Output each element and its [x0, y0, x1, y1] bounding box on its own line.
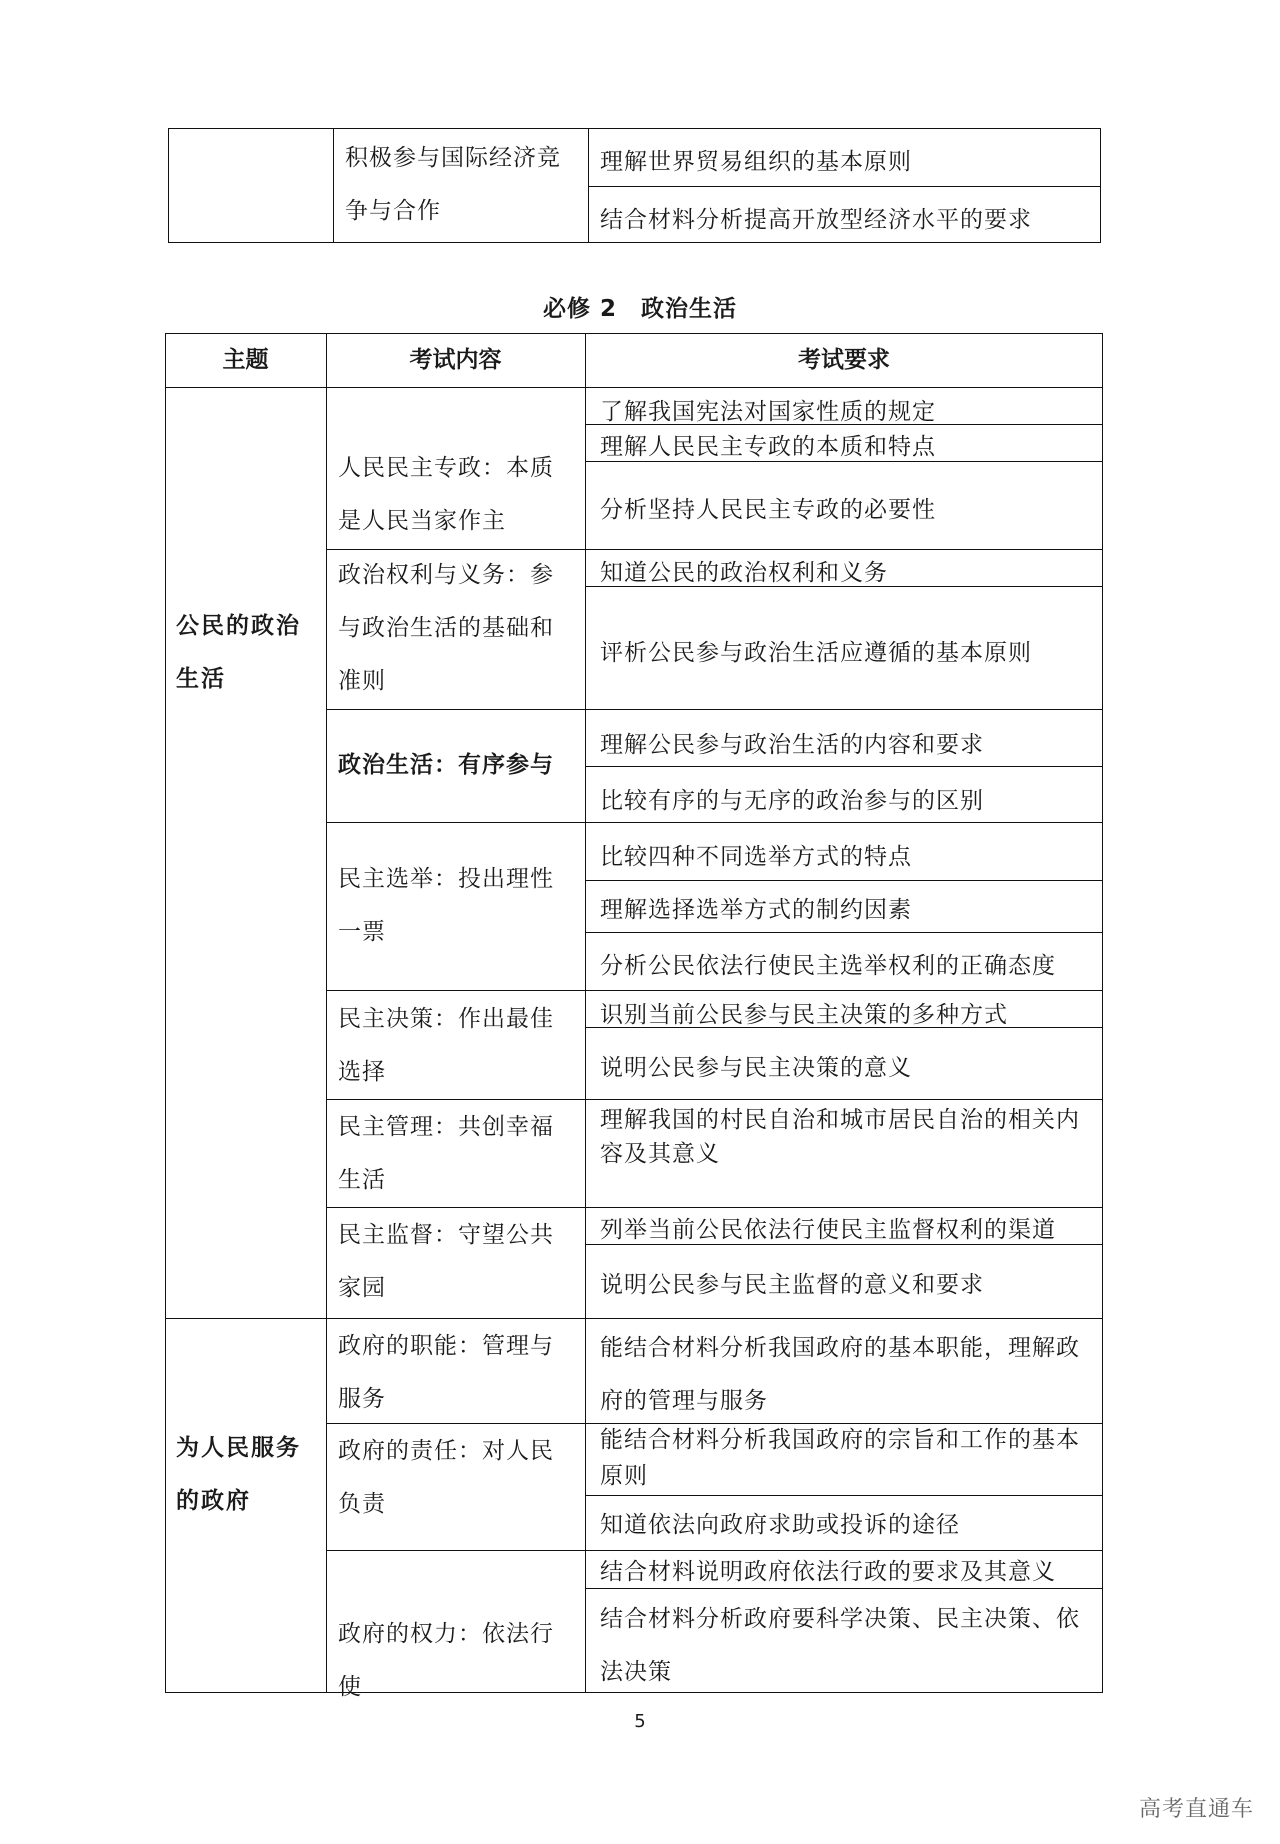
content-divider: [326, 822, 1103, 823]
requirement-cell: 知道公民的政治权利和义务: [600, 560, 888, 586]
requirement-cell: 评析公民参与政治生活应遵循的基本原则: [600, 640, 1032, 666]
content-cell: 政治权利与义务：参与政治生活的基础和准则: [338, 562, 554, 694]
content-cell: 民主选举：投出理性一票: [338, 866, 554, 945]
theme-cell: 公民的政治生活: [176, 613, 301, 692]
requirement-divider: [585, 1244, 1103, 1245]
top-table-requirement: 结合材料分析提高开放型经济水平的要求: [600, 207, 1032, 233]
requirement-cell: 分析坚持人民民主专政的必要性: [600, 497, 936, 523]
header-theme: 主题: [222, 347, 269, 373]
requirement-cell: 理解公民参与政治生活的内容和要求: [600, 732, 984, 758]
requirement-cell: 理解选择选举方式的制约因素: [600, 897, 912, 923]
theme-cell: 为人民服务的政府: [176, 1435, 301, 1514]
page-number: 5: [634, 1711, 646, 1732]
watermark: 高考直通车: [1138, 1797, 1254, 1822]
requirement-divider: [585, 461, 1103, 462]
requirement-divider: [585, 766, 1103, 767]
content-divider: [326, 990, 1103, 991]
requirement-cell: 比较有序的与无序的政治参与的区别: [600, 788, 984, 814]
top-table-requirement: 理解世界贸易组织的基本原则: [600, 149, 912, 175]
requirement-cell: 分析公民依法行使民主选举权利的正确态度: [600, 953, 1056, 979]
content-cell: 民主管理：共创幸福生活: [338, 1114, 554, 1193]
requirement-divider: [585, 1495, 1103, 1496]
header-requirement: 考试要求: [798, 347, 890, 373]
content-cell: 政府的职能：管理与服务: [338, 1333, 554, 1412]
requirement-cell: 比较四种不同选举方式的特点: [600, 844, 912, 870]
content-cell: 政治生活：有序参与: [338, 752, 554, 778]
content-cell: 政府的权力：依法行使: [338, 1621, 554, 1700]
content-divider: [326, 1099, 1103, 1100]
content-cell: 民主决策：作出最佳选择: [338, 1006, 554, 1085]
requirement-divider: [585, 1588, 1103, 1589]
requirement-cell: 理解我国的村民自治和城市居民自治的相关内容及其意义: [600, 1107, 1080, 1167]
content-cell: 政府的责任：对人民负责: [338, 1438, 554, 1517]
content-divider: [326, 709, 1103, 710]
header-divider: [165, 387, 1103, 388]
requirement-divider: [585, 880, 1103, 881]
content-divider: [326, 1207, 1103, 1208]
requirement-cell: 了解我国宪法对国家性质的规定: [600, 399, 936, 425]
header-content: 考试内容: [409, 347, 502, 373]
top-table-divider: [333, 128, 334, 243]
requirement-cell: 说明公民参与民主决策的意义: [600, 1055, 912, 1081]
requirement-cell: 结合材料分析政府要科学决策、民主决策、依法决策: [600, 1606, 1080, 1685]
content-cell: 人民民主专政：本质是人民当家作主: [338, 455, 554, 534]
requirement-cell: 能结合材料分析我国政府的基本职能，理解政府的管理与服务: [600, 1335, 1080, 1414]
section-title: 必修 2 政治生活: [542, 296, 737, 322]
requirement-cell: 知道依法向政府求助或投诉的途径: [600, 1512, 960, 1538]
requirement-cell: 列举当前公民依法行使民主监督权利的渠道: [600, 1217, 1056, 1243]
content-cell: 民主监督：守望公共家园: [338, 1222, 554, 1301]
top-table-row-divider: [588, 186, 1101, 187]
theme-divider: [165, 1318, 1103, 1319]
requirement-cell: 说明公民参与民主监督的意义和要求: [600, 1272, 984, 1298]
main-table-divider: [585, 333, 586, 1693]
top-table-content: 积极参与国际经济竞争与合作: [345, 145, 561, 224]
requirement-divider: [585, 932, 1103, 933]
requirement-cell: 识别当前公民参与民主决策的多种方式: [600, 1002, 1008, 1028]
main-table-divider: [326, 333, 327, 1693]
requirement-cell: 理解人民民主专政的本质和特点: [600, 434, 936, 460]
content-divider: [326, 1550, 1103, 1551]
requirement-cell: 能结合材料分析我国政府的宗旨和工作的基本原则: [600, 1427, 1080, 1489]
requirement-cell: 结合材料说明政府依法行政的要求及其意义: [600, 1559, 1056, 1585]
